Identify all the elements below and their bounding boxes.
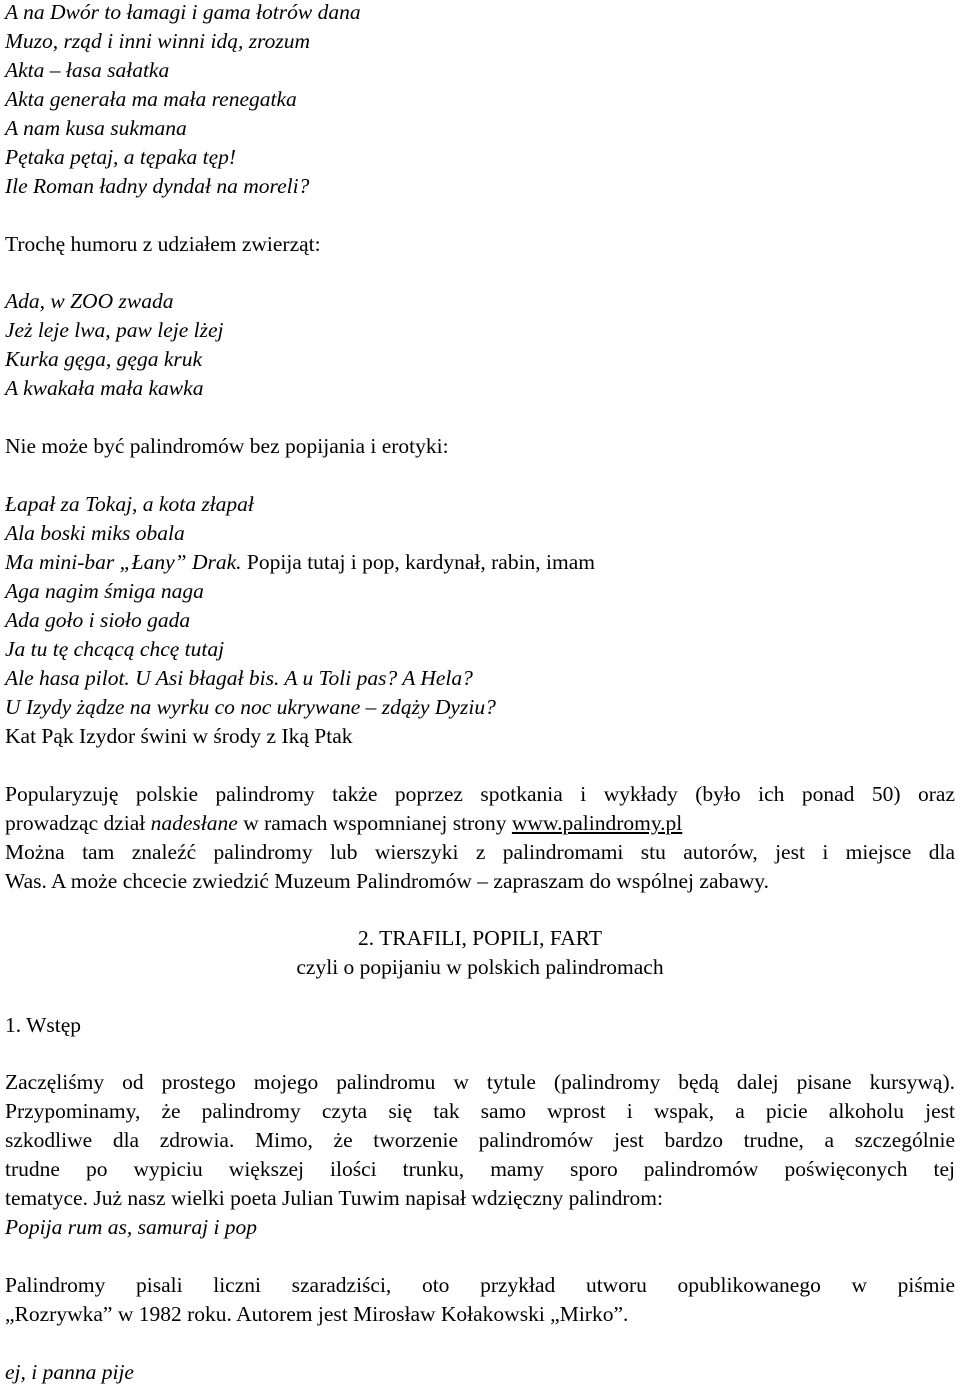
poem-line: Ile Roman ładny dyndał na moreli? (5, 174, 310, 198)
paragraph-line: szkodliwe dla zdrowia. Mimo, że tworzenie palindromów jest bardzo trudne, a szczególnie (5, 1128, 955, 1152)
poem-line: Muzo, rząd i inni winni idą, zrozum (5, 29, 311, 53)
palindromy-link[interactable]: www.palindromy.pl (511, 811, 683, 835)
poem-line: Aga nagim śmiga naga (5, 579, 204, 603)
section-subtitle: czyli o popijaniu w polskich palindromach (296, 955, 664, 979)
section-title: 2. TRAFILI, POPILI, FART (358, 926, 602, 950)
tuwim-palindrome: Popija rum as, samuraj i pop (5, 1215, 258, 1239)
mixed-line-italic: Ma mini-bar „Łany” Drak. (5, 550, 242, 574)
poem-line: Ada goło i sioło gada (5, 608, 191, 632)
paragraph-line: Można tam znaleźć palindromy lub wierszyki z palindromami stu autorów, jest i miejsce dla (5, 840, 955, 864)
paragraph-line: „Rozrywka” w 1982 roku. Autorem jest Mirosław Kołakowski „Mirko”. (5, 1302, 629, 1326)
kat-line: Kat Pąk Izydor świni w środy z Iką Ptak (5, 724, 353, 748)
intro-erotic: Nie może być palindromów bez popijania i erotyki: (5, 434, 449, 458)
poem-line: Ja tu tę chcącą chcę tutaj (5, 637, 225, 661)
poem-line: A nam kusa sukmana (5, 116, 187, 140)
paragraph-line: tematyce. Już nasz wielki poeta Julian Tuwim napisał wdzięczny palindrom: (5, 1186, 663, 1210)
poem-line: ej, i panna pije (5, 1360, 134, 1384)
paragraph-text: w ramach wspomnianej strony (237, 811, 512, 835)
poem-line: Ale hasa pilot. U Asi błagał bis. A u Toli pas? A Hela? (5, 666, 473, 690)
paragraph-line: Was. A może chcecie zwiedzić Muzeum Palindromów – zapraszam do wspólnej zabawy. (5, 869, 770, 893)
paragraph-text: prowadząc dział (5, 811, 151, 835)
paragraph-italic: nadesłane (150, 811, 238, 835)
poem-line: Łapał za Tokaj, a kota złapał (5, 492, 254, 516)
poem-line: A kwakała mała kawka (5, 376, 204, 400)
poem-line: Ada, w ZOO zwada (5, 289, 174, 313)
subsection-heading: 1. Wstęp (5, 1013, 82, 1037)
poem-line: Ala boski miks obala (5, 521, 185, 545)
poem-line: A na Dwór to łamagi i gama łotrów dana (5, 0, 361, 24)
paragraph-line: Popularyzuję polskie palindromy także poprzez spotkania i wykłady (było ich ponad 50) oraz (5, 782, 955, 806)
paragraph-line: Przypominamy, że palindromy czyta się tak samo wprost i wspak, a picie alkoholu jest (5, 1099, 955, 1123)
mixed-line-normal: Popija tutaj i pop, kardynał, rabin, imam (241, 550, 596, 574)
paragraph-line: Zaczęliśmy od prostego mojego palindromu w tytule (palindromy będą dalej pisane kursywą). (5, 1070, 955, 1094)
paragraph-line (5, 811, 682, 835)
poem-line: Akta – łasa sałatka (5, 58, 170, 82)
paragraph-line: Palindromy pisali liczni szaradziści, oto przykład utworu opublikowanego w piśmie (5, 1273, 955, 1297)
poem-line: Pętaka pętaj, a tępaka tęp! (5, 145, 237, 169)
paragraph-line: trudne po wypiciu większej ilości trunku, mamy sporo palindromów poświęconych tej (5, 1157, 955, 1181)
poem-line: Akta generała ma mała renegatka (5, 87, 297, 111)
poem-line: U Izydy żądze na wyrku co noc ukrywane – zdąży Dyziu? (5, 695, 496, 719)
intro-animals: Trochę humoru z udziałem zwierząt: (5, 232, 321, 256)
poem-line: Kurka gęga, gęga kruk (5, 347, 203, 371)
mixed-line (5, 550, 595, 574)
poem-line: Jeż leje lwa, paw leje lżej (5, 318, 224, 342)
